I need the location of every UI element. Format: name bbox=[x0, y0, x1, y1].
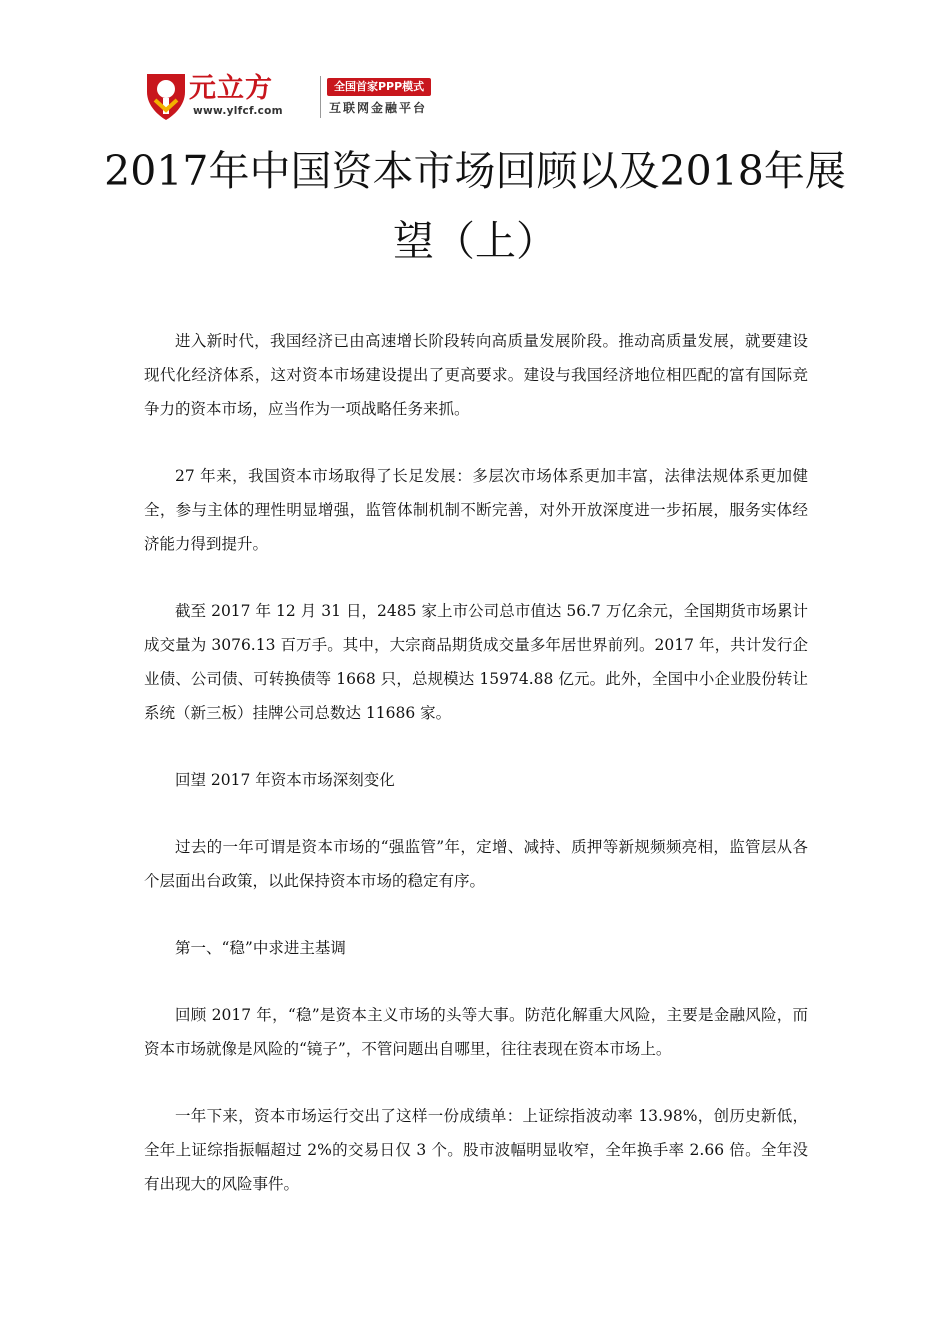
section-heading: 回望 2017 年资本市场深刻变化 bbox=[175, 771, 395, 789]
article-body bbox=[144, 324, 808, 1201]
logo-subtitle: 互联网金融平台 bbox=[329, 101, 428, 115]
paragraph: 27 年来，我国资本市场取得了长足发展：多层次市场体系更加丰富，法律法规体系更加健全，参与主体的理性明显增强，监管体制机制不断完善，对外开放深度进一步拓展，服务实体经济能力得到提升。 bbox=[144, 467, 808, 553]
section-heading: 第一、“稳”中求进主基调 bbox=[175, 939, 346, 957]
logo-name: 元立方 bbox=[189, 73, 273, 104]
paragraph: 进入新时代，我国经济已由高速增长阶段转向高质量发展阶段。推动高质量发展，就要建设现代化经济体系，这对资本市场建设提出了更高要求。建设与我国经济地位相匹配的富有国际竞争力的资本市场，应当作为一项战略任务来抓。 bbox=[144, 332, 808, 418]
paragraph: 截至 2017 年 12 月 31 日，2485 家上市公司总市值达 56.7 万亿余元，全国期货市场累计成交量为 3076.13 百万手。其中，大宗商品期货成交量多年居世界前列。2017 年，共计发行企业债、公司债、可转换债等 1668 只，总规模达 15974.88 亿元。此外，全国中小企业股份转让系统（新三板）挂牌公司总数达 11686 家。 bbox=[144, 602, 808, 722]
logo-divider bbox=[320, 76, 321, 118]
paragraph: 回顾 2017 年，“稳”是资本主义市场的头等大事。防范化解重大风险，主要是金融风险，而资本市场就像是风险的“镜子”，不管问题出自哪里，往往表现在资本市场上。 bbox=[144, 1006, 808, 1058]
logo-badge: 全国首家PPP模式 bbox=[327, 78, 431, 96]
paragraph: 过去的一年可谓是资本市场的“强监管”年，定增、减持、质押等新规频频亮相，监管层从各个层面出台政策，以此保持资本市场的稳定有序。 bbox=[144, 838, 808, 890]
logo-url: www.ylfcf.com bbox=[193, 105, 283, 117]
yuanlifang-logo-icon bbox=[143, 70, 189, 122]
company-logo bbox=[143, 70, 443, 122]
paragraph: 一年下来，资本市场运行交出了这样一份成绩单：上证综指波动率 13.98%，创历史新低，全年上证综指振幅超过 2%的交易日仅 3 个。股市波幅明显收窄，全年换手率 2.66 倍。全年没有出现大的风险事件。 bbox=[144, 1107, 808, 1193]
page-title: 2017年中国资本市场回顾以及2018年展望（上） bbox=[104, 147, 846, 265]
